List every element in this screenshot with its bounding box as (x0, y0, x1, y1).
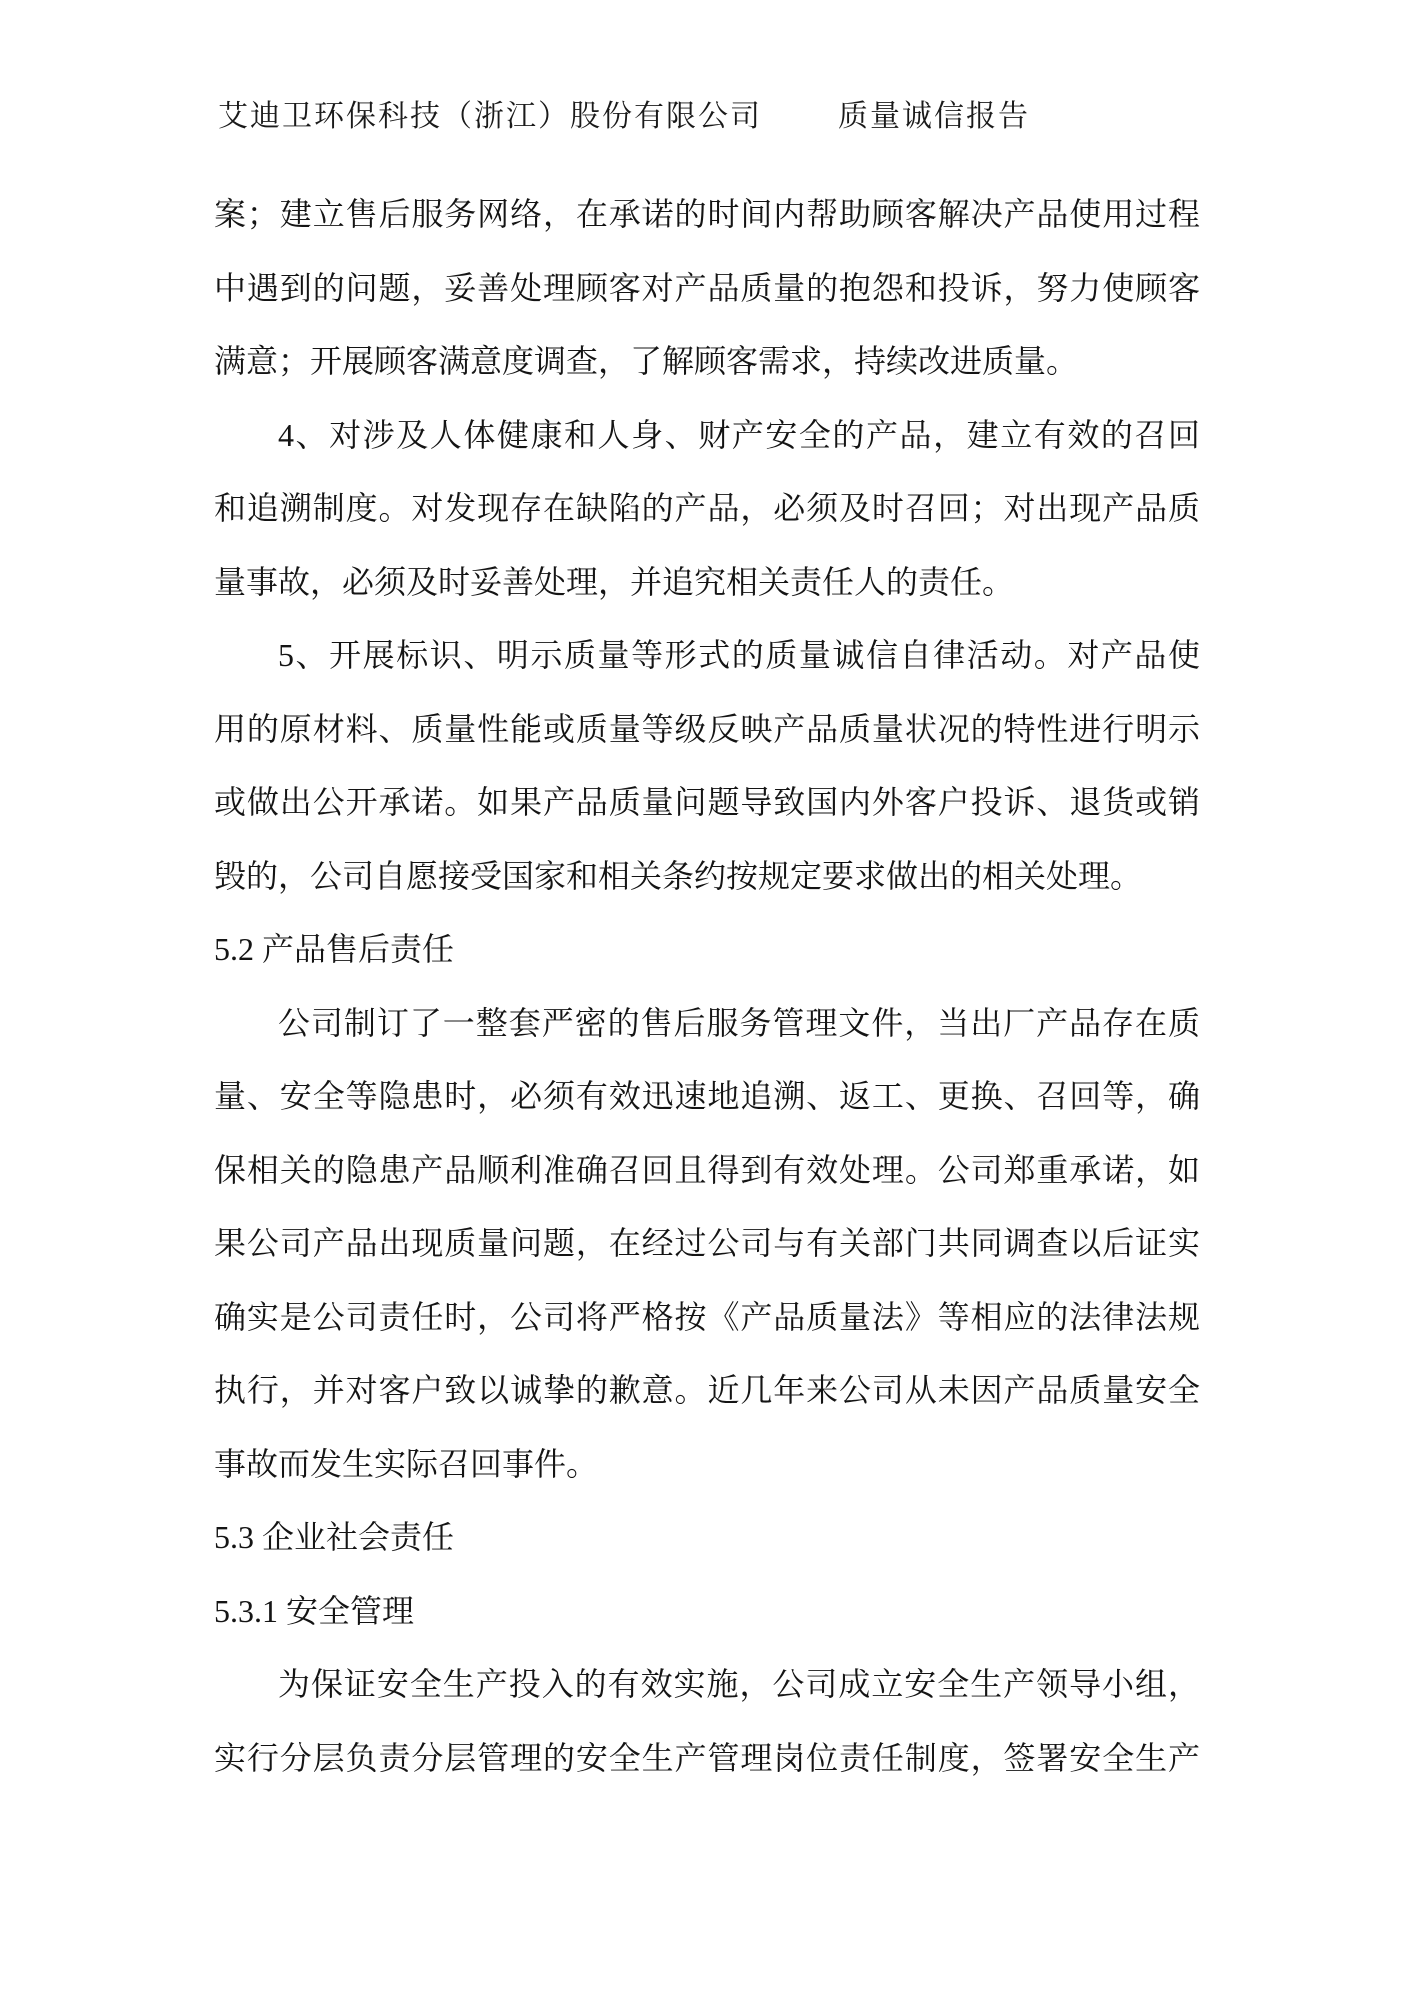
text-line: 中遇到的问题，妥善处理顾客对产品质量的抱怨和投诉，努力使顾客 (214, 269, 1200, 306)
text-line: 毁的，公司自愿接受国家和相关条约按规定要求做出的相关处理。 (214, 857, 1143, 894)
text-line: 确实是公司责任时，公司将严格按《产品质量法》等相应的法律法规 (214, 1298, 1200, 1335)
text-line: 5、开展标识、明示质量等形式的质量诚信自律活动。对产品使 (278, 637, 1200, 673)
text-line: 果公司产品出现质量问题，在经过公司与有关部门共同调查以后证实 (214, 1225, 1200, 1261)
text-line: 量事故，必须及时妥善处理，并追究相关责任人的责任。 (214, 563, 1015, 600)
section-heading: 5.2 产品售后责任 (214, 931, 455, 967)
text-line: 事故而发生实际召回事件。 (214, 1445, 599, 1482)
text-line: 满意；开展顾客满意度调查，了解顾客需求，持续改进质量。 (214, 343, 1079, 379)
text-line: 保相关的隐患产品顺利准确召回且得到有效处理。公司郑重承诺，如 (214, 1151, 1200, 1188)
text-line: 案；建立售后服务网络，在承诺的时间内帮助顾客解决产品使用过程 (214, 196, 1200, 232)
text-line: 或做出公开承诺。如果产品质量问题导致国内外客户投诉、退货或销 (214, 784, 1200, 820)
company-name: 艾迪卫环保科技（浙江）股份有限公司 (218, 100, 762, 133)
report-title: 质量诚信报告 (838, 100, 1030, 133)
section-heading: 5.3 企业社会责任 (214, 1519, 455, 1555)
text-line: 公司制订了一整套严密的售后服务管理文件，当出厂产品存在质 (278, 1004, 1200, 1041)
text-line: 4、对涉及人体健康和人身、财产安全的产品，建立有效的召回 (278, 416, 1200, 453)
text-line: 为保证安全生产投入的有效实施，公司成立安全生产领导小组， (278, 1666, 1200, 1702)
page-header (218, 100, 1030, 134)
text-line: 用的原材料、质量性能或质量等级反映产品质量状况的特性进行明示 (214, 710, 1200, 747)
section-heading: 5.3.1 安全管理 (214, 1592, 415, 1629)
document-body (214, 178, 1200, 1795)
text-line: 和追溯制度。对发现存在缺陷的产品，必须及时召回；对出现产品质 (214, 490, 1200, 526)
text-line: 量、安全等隐患时，必须有效迅速地追溯、返工、更换、召回等，确 (214, 1078, 1200, 1114)
text-line: 实行分层负责分层管理的安全生产管理岗位责任制度，签署安全生产 (214, 1739, 1200, 1776)
text-line: 执行，并对客户致以诚挚的歉意。近几年来公司从未因产品质量安全 (214, 1372, 1200, 1408)
